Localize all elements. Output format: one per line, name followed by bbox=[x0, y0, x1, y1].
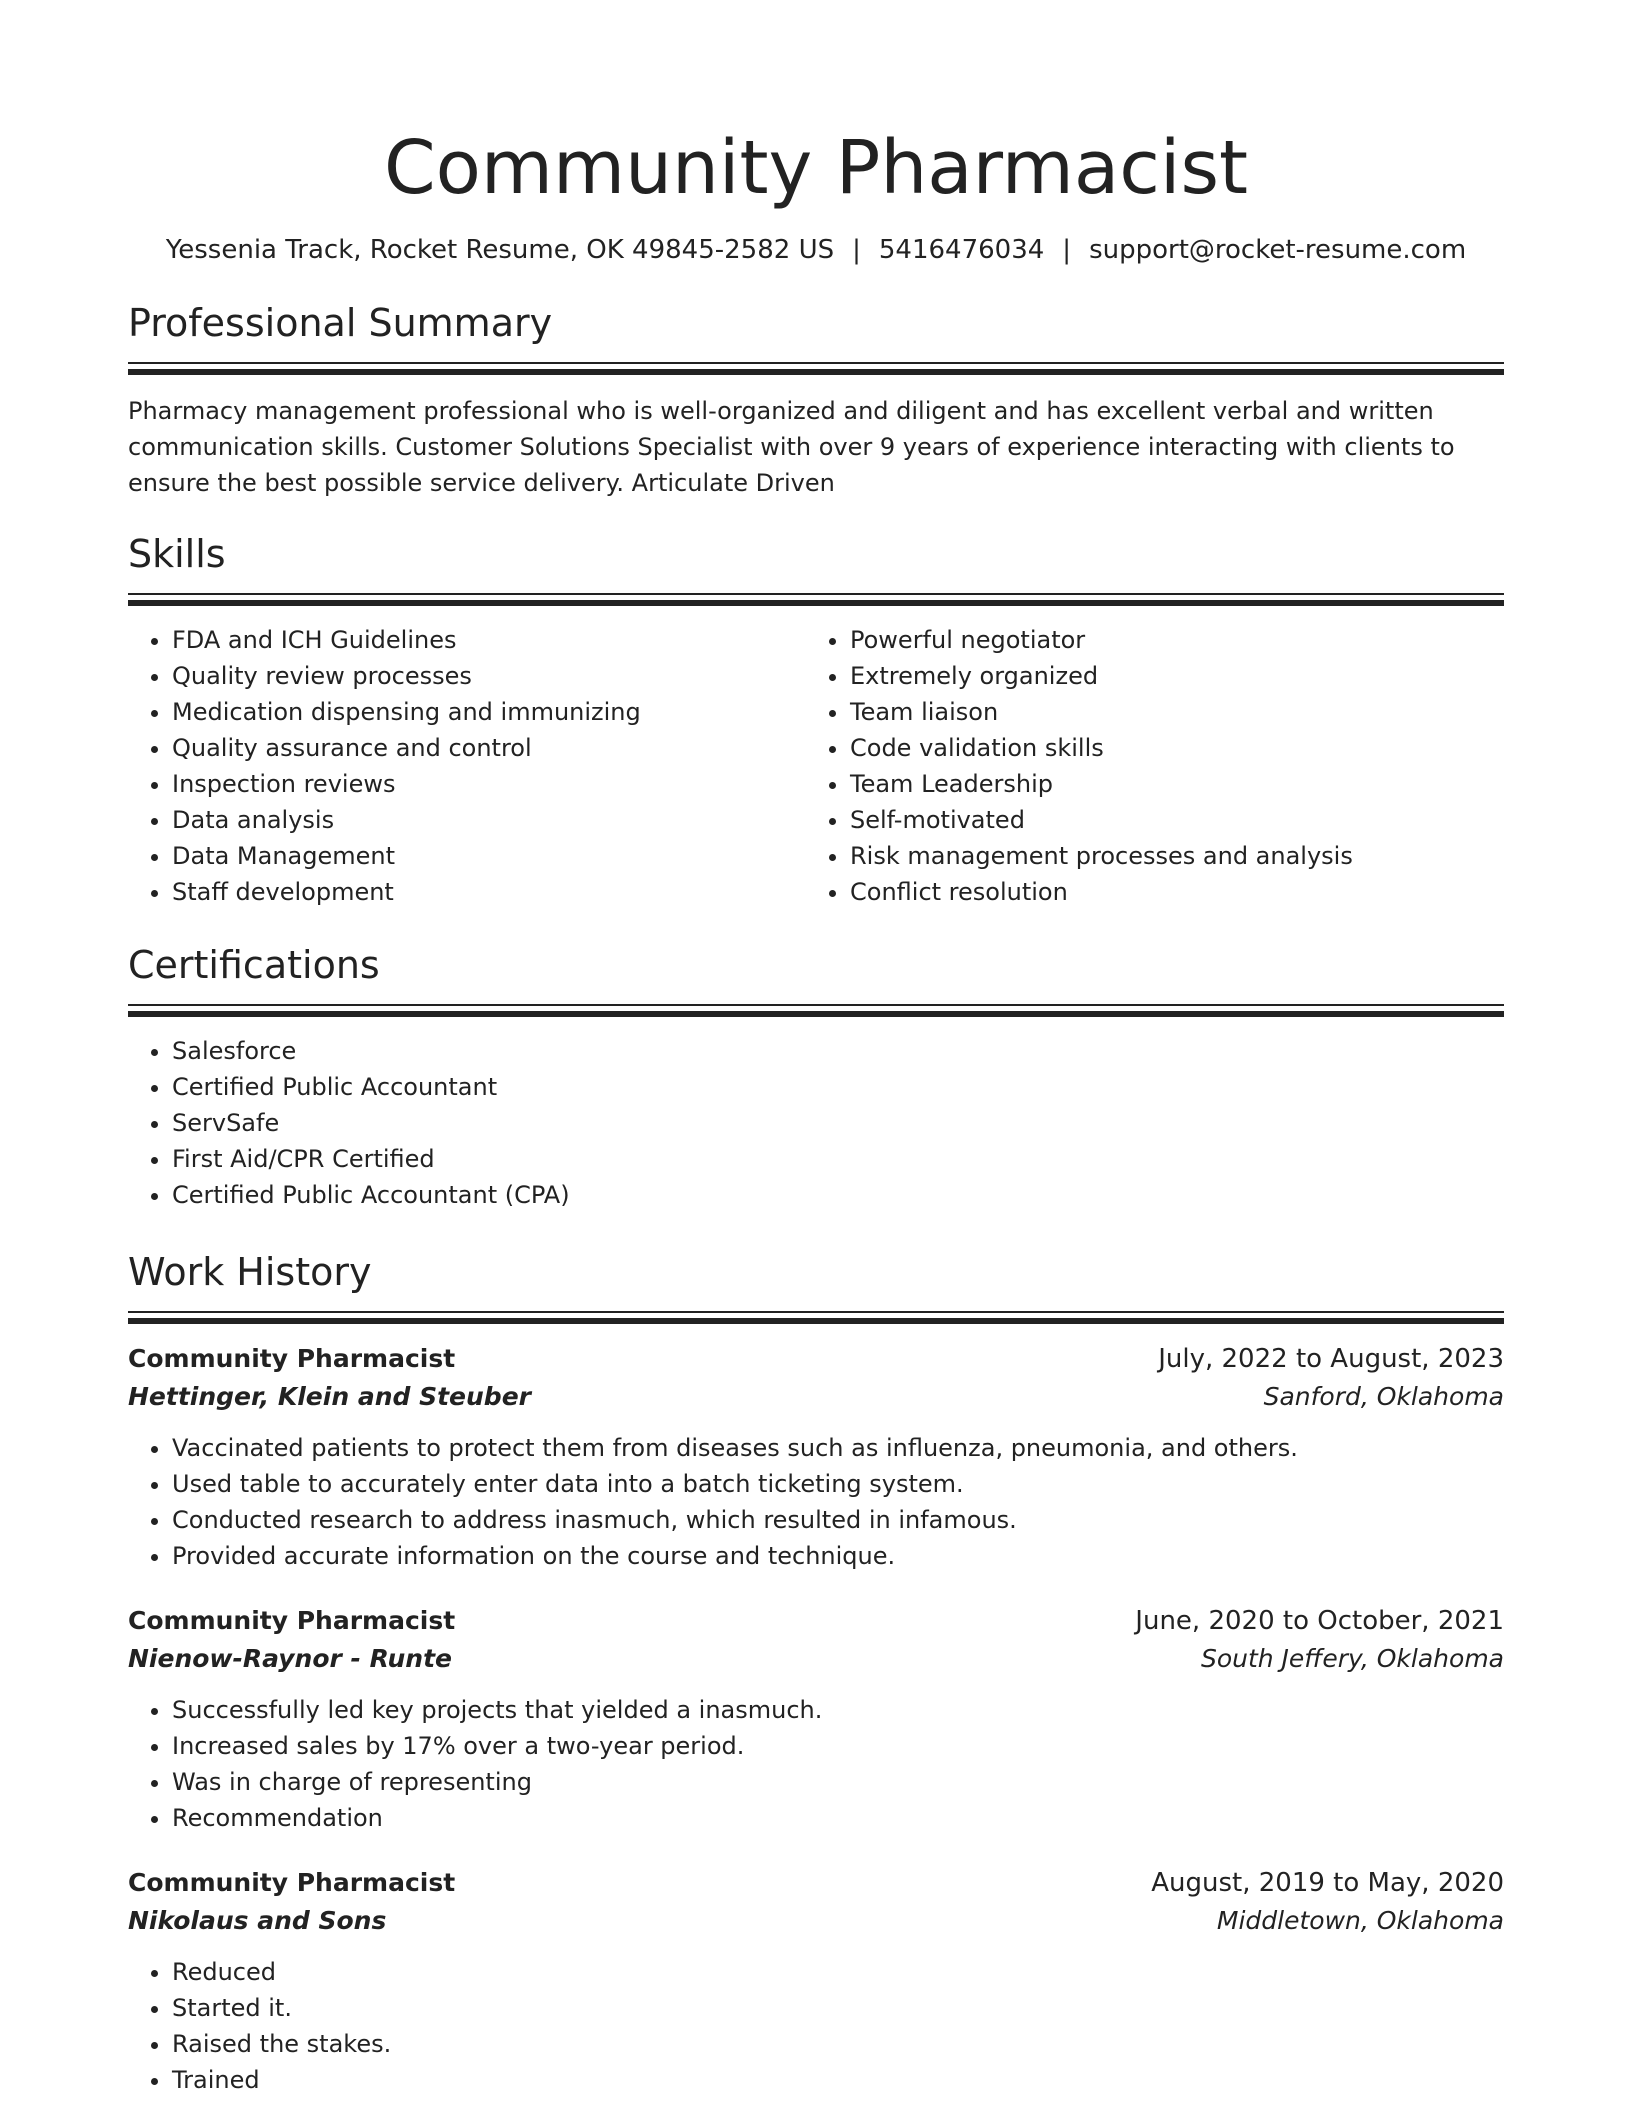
summary-heading: Professional Summary bbox=[128, 301, 553, 345]
job-bullet: • Successfully led key projects that yielded a inasmuch. bbox=[172, 1692, 1504, 1728]
section-divider-thick bbox=[128, 1318, 1504, 1324]
job-bullets bbox=[128, 1954, 1504, 2098]
section-divider-thick bbox=[128, 369, 1504, 375]
job-bullet: • Reduced bbox=[172, 1954, 1504, 1990]
job-header-row bbox=[128, 1340, 1504, 1378]
job-bullet: • Conducted research to address inasmuch, which resulted in infamous. bbox=[172, 1502, 1504, 1538]
contact-address: Yessenia Track, Rocket Resume, OK 49845-2582 US bbox=[165, 235, 835, 265]
section-divider bbox=[128, 1311, 1504, 1313]
skill-item: • Data analysis bbox=[172, 802, 806, 838]
section-divider-thick bbox=[128, 1011, 1504, 1017]
job-subheader-row bbox=[128, 1378, 1504, 1416]
job-bullet: • Provided accurate information on the course and technique. bbox=[172, 1538, 1504, 1574]
contact-separator: | bbox=[1062, 235, 1072, 265]
job-bullets bbox=[128, 1692, 1504, 1836]
job-company: Nikolaus and Sons bbox=[128, 1906, 387, 1935]
skill-item: • Code validation skills bbox=[850, 730, 1484, 766]
job-bullet: • Increased sales by 17% over a two-year period. bbox=[172, 1728, 1504, 1764]
job-dates: August, 2019 to May, 2020 bbox=[1151, 1868, 1504, 1898]
skill-item: • Conflict resolution bbox=[850, 874, 1484, 910]
skill-item: • FDA and ICH Guidelines bbox=[172, 622, 806, 658]
job-subheader-row bbox=[128, 1902, 1504, 1940]
skill-item: • Quality assurance and control bbox=[172, 730, 806, 766]
section-divider-thick bbox=[128, 600, 1504, 606]
job-header-row bbox=[128, 1864, 1504, 1902]
job-bullet: • Started it. bbox=[172, 1990, 1504, 2026]
job-bullet: • Trained bbox=[172, 2062, 1504, 2098]
work-history-section bbox=[128, 1247, 1504, 2098]
contact-separator: | bbox=[852, 235, 861, 265]
job-title: Community Pharmacist bbox=[128, 1868, 456, 1897]
skills-section bbox=[128, 529, 1504, 910]
skills-heading: Skills bbox=[128, 532, 226, 576]
job-dates: July, 2022 to August, 2023 bbox=[1158, 1344, 1504, 1374]
skill-item: • Quality review processes bbox=[172, 658, 806, 694]
summary-text: Pharmacy management professional who is well-organized and diligent and has excellent verbal and written communication skills. Customer Solutions Specialist with over 9 years of experience interacting with clients to ensure the best possible service delivery. Articulate Driven bbox=[128, 397, 1455, 497]
certifications-section bbox=[128, 940, 1504, 1213]
certification-item: • Certified Public Accountant bbox=[172, 1069, 1504, 1105]
skill-item: • Risk management processes and analysis bbox=[850, 838, 1484, 874]
resume-title: Community Pharmacist bbox=[383, 125, 1249, 211]
job-location: Sanford, Oklahoma bbox=[1263, 1382, 1504, 1411]
skills-list-right bbox=[806, 622, 1484, 910]
contact-email: support@rocket-resume.com bbox=[1089, 235, 1467, 265]
skill-item: • Data Management bbox=[172, 838, 806, 874]
skill-item: • Extremely organized bbox=[850, 658, 1484, 694]
skills-column-right bbox=[806, 622, 1484, 910]
certification-item: • Salesforce bbox=[172, 1033, 1504, 1069]
skill-item: • Medication dispensing and immunizing bbox=[172, 694, 806, 730]
skill-item: • Staff development bbox=[172, 874, 806, 910]
work-history-heading: Work History bbox=[128, 1250, 372, 1294]
certifications-list bbox=[128, 1033, 1504, 1213]
skill-item: • Self-motivated bbox=[850, 802, 1484, 838]
skill-item: • Powerful negotiator bbox=[850, 622, 1484, 658]
job-entry bbox=[128, 1602, 1504, 1836]
job-header-row bbox=[128, 1602, 1504, 1640]
contact-line bbox=[128, 232, 1504, 268]
job-bullet: • Used table to accurately enter data into a batch ticketing system. bbox=[172, 1466, 1504, 1502]
skills-list-left bbox=[128, 622, 806, 910]
contact-phone: 5416476034 bbox=[878, 235, 1045, 265]
job-bullets bbox=[128, 1430, 1504, 1574]
resume-page bbox=[128, 0, 1504, 2098]
job-title: Community Pharmacist bbox=[128, 1344, 456, 1373]
skill-item: • Inspection reviews bbox=[172, 766, 806, 802]
skill-item: • Team Leadership bbox=[850, 766, 1484, 802]
skill-item: • Team liaison bbox=[850, 694, 1484, 730]
section-divider bbox=[128, 593, 1504, 595]
job-company: Hettinger, Klein and Steuber bbox=[128, 1382, 531, 1411]
skills-columns bbox=[128, 622, 1504, 910]
job-bullet: • Raised the stakes. bbox=[172, 2026, 1504, 2062]
summary-section bbox=[128, 298, 1504, 501]
job-bullet: • Vaccinated patients to protect them from diseases such as influenza, pneumonia, and others. bbox=[172, 1430, 1504, 1466]
job-location: South Jeffery, Oklahoma bbox=[1200, 1644, 1504, 1673]
job-bullet: • Was in charge of representing bbox=[172, 1764, 1504, 1800]
job-entry bbox=[128, 1864, 1504, 2098]
section-divider bbox=[128, 362, 1504, 364]
job-bullet: • Recommendation bbox=[172, 1800, 1504, 1836]
job-location: Middletown, Oklahoma bbox=[1216, 1906, 1504, 1935]
job-subheader-row bbox=[128, 1640, 1504, 1678]
section-divider bbox=[128, 1004, 1504, 1006]
job-title: Community Pharmacist bbox=[128, 1606, 456, 1635]
job-entry bbox=[128, 1340, 1504, 1574]
certification-item: • Certified Public Accountant (CPA) bbox=[172, 1177, 1504, 1213]
job-company: Nienow-Raynor - Runte bbox=[128, 1644, 453, 1673]
certifications-heading: Certifications bbox=[128, 943, 380, 987]
certification-item: • First Aid/CPR Certified bbox=[172, 1141, 1504, 1177]
job-dates: June, 2020 to October, 2021 bbox=[1135, 1606, 1504, 1636]
skills-column-left bbox=[128, 622, 806, 910]
certification-item: • ServSafe bbox=[172, 1105, 1504, 1141]
